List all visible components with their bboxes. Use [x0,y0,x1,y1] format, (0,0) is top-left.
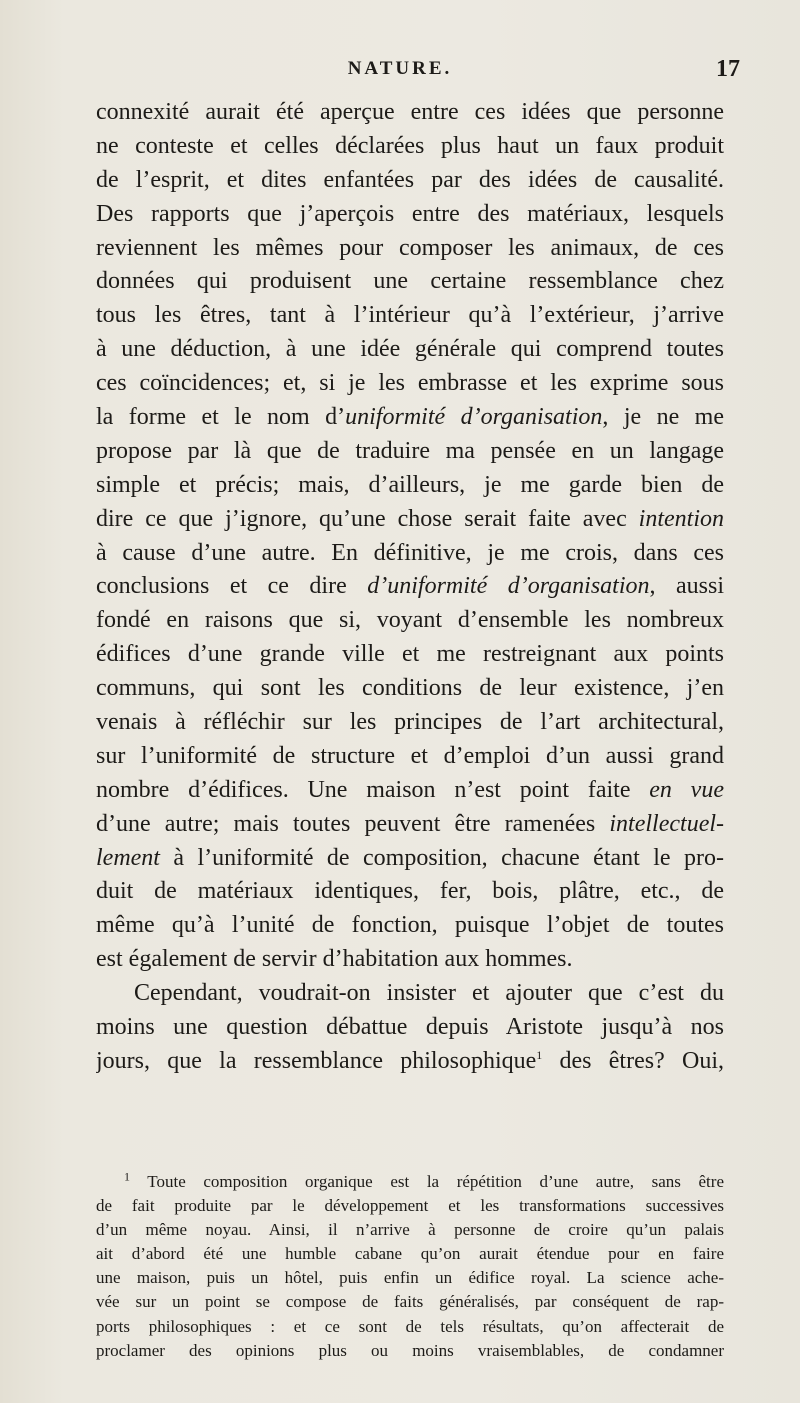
text-line [96,808,724,842]
text-span: est également de servir d’habitation aux hommes. [96,946,573,973]
footnote-line [96,1242,724,1266]
running-head: NATURE. [347,58,453,79]
footnotes [96,1170,724,1363]
text-span: fondé en raisons que si, voyant d’ensemble les nombreux [96,607,724,634]
text-span: ait d’abord été une humble cabane qu’on aurait étendue pour en faire [96,1244,724,1264]
text-span: la forme et le nom d’ [96,404,346,431]
text-span: de fait produite par le développement et les transformations successives [96,1196,724,1216]
text-line [96,130,724,164]
text-span: des êtres? Oui, [542,1047,724,1074]
text-line [96,1011,724,1045]
text-span: ports philosophiques : et ce sont de tels résultats, qu’on affecterait de [96,1316,724,1336]
text-line [96,537,724,571]
page-number: 17 [716,56,740,82]
text-span: vée sur un point se compose de faits généralisés, par conséquent de rap- [96,1292,724,1312]
text-line [96,943,724,977]
text-span: Cependant, voudrait-on insister et ajouter que c’est du [134,980,724,1007]
text-span: dire ce que j’ignore, qu’une chose serait faite avec [96,505,639,532]
text-line [96,265,724,299]
text-span: , aussi [649,573,724,600]
text-line [96,706,724,740]
text-span: une maison, puis un hôtel, puis enfin un édifice royal. La science ache- [96,1268,724,1288]
text-span: d’une autre; mais toutes peuvent être ramenées [96,810,610,837]
text-span: moins une question débattue depuis Aristote jusqu’à nos [96,1014,724,1041]
page-header [0,58,800,88]
footnote-ref: 1 [536,1047,543,1062]
text-line [96,570,724,604]
italic-text: intellectuel- [609,810,724,837]
text-span: jours, que la ressemblance philosophique [96,1047,537,1074]
text-line [96,164,724,198]
text-span: simple et précis; mais, d’ailleurs, je me garde bien de [96,471,724,498]
text-line [96,503,724,537]
text-span: propose par là que de traduire ma pensée en un langage [96,437,724,464]
text-span: ne conteste et celles déclarées plus haut un faux produit [96,132,724,159]
text-line [96,638,724,672]
text-span: connexité aurait été aperçue entre ces idées que personne [96,99,724,125]
text-span: tous les êtres, tant à l’intérieur qu’à l’extérieur, j’arrive [96,302,724,329]
text-line [96,909,724,943]
italic-text: d’uniformité d’organisation [367,573,650,600]
text-span: données qui produisent une certaine ressemblance chez [96,268,724,295]
text-line [96,401,724,435]
text-span: nombre d’édifices. Une maison n’est point faite [96,776,650,803]
text-span: sur l’uniformité de structure et d’emploi d’un aussi grand [96,742,724,769]
text-line [96,774,724,808]
footnote-line [96,1315,724,1339]
italic-text: en vue [649,776,724,803]
text-line [96,875,724,909]
footnote-ref: 1 [124,1170,130,1184]
italic-text: uniformité d’organisation [345,404,603,431]
text-line [96,96,724,130]
text-span: , je ne me [602,404,724,431]
footnote-line [96,1194,724,1218]
footnote-line [96,1339,724,1363]
text-span: de l’esprit, et dites enfantées par des idées de causalité. [96,166,724,193]
text-span: communs, qui sont les conditions de leur existence, j’en [96,675,724,702]
text-span: d’un même noyau. Ainsi, il n’arrive à personne de croire qu’un palais [96,1220,724,1240]
text-line [96,842,724,876]
footnote-line [96,1218,724,1242]
text-span: édifices d’une grande ville et me restreignant aux points [96,641,724,668]
footnote-line [96,1266,724,1290]
text-line [96,198,724,232]
text-span: proclamer des opinions plus ou moins vraisemblables, de condamner [96,1340,724,1360]
text-span: à l’uniformité de composition, chacune étant le pro- [159,844,724,871]
text-line [96,232,724,266]
text-line [96,333,724,367]
text-span: conclusions et ce dire [96,573,368,600]
text-span: venais à réfléchir sur les principes de l’art architectural, [96,709,724,736]
text-line [96,604,724,638]
main-text [96,96,724,1079]
italic-text: intention [638,505,724,532]
text-span: reviennent les mêmes pour composer les animaux, de ces [96,234,724,261]
text-span: ces coïncidences; et, si je les embrasse et les exprime sous [96,370,724,397]
text-line [96,672,724,706]
text-line [96,469,724,503]
footnote-line [96,1170,724,1194]
footnote-line [96,1290,724,1314]
text-span: à cause d’une autre. En définitive, je me crois, dans ces [96,539,724,566]
text-line [96,367,724,401]
text-line [96,299,724,333]
text-span: Des rapports que j’aperçois entre des matériaux, lesquels [96,200,724,227]
text-line [96,1045,724,1079]
text-span: à une déduction, à une idée générale qui comprend toutes [96,336,724,363]
text-line [96,977,724,1011]
text-span: même qu’à l’unité de fonction, puisque l’objet de toutes [96,912,724,939]
text-span: duit de matériaux identiques, fer, bois, plâtre, etc., de [96,878,724,905]
text-line [96,435,724,469]
text-line [96,740,724,774]
text-span: Toute composition organique est la répétition d’une autre, sans être [130,1172,724,1191]
italic-text: lement [96,844,160,871]
